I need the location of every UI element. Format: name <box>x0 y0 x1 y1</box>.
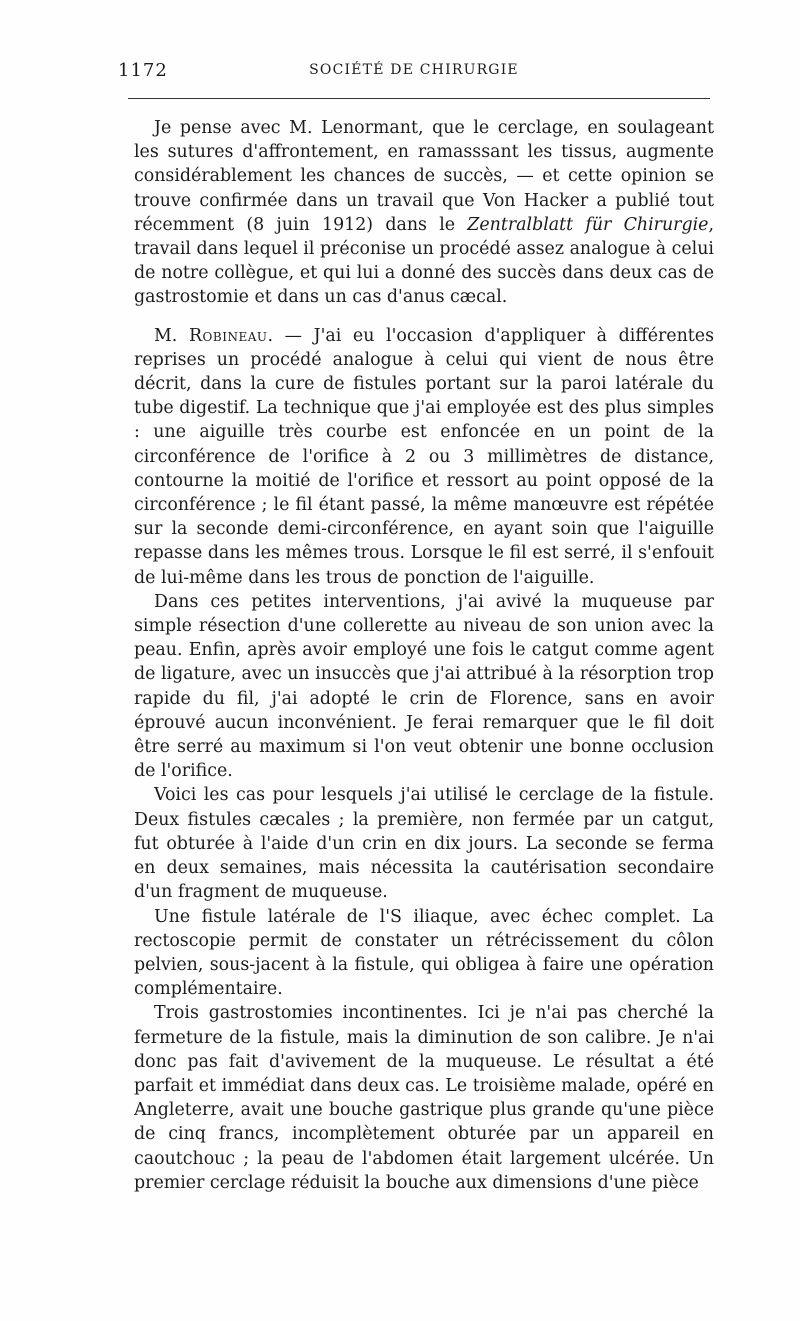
running-title: SOCIÉTÉ DE CHIRURGIE <box>309 62 519 78</box>
paragraph-2: M. Robineau. — J'ai eu l'occasion d'appliquer à différentes reprises un procédé analogue à celui qui vient de nous être décrit, dans la cure de fistules portant sur la paroi latérale du tube digestif. La technique que j'ai employée est des plus simples : une aiguille très courbe est enfoncée en un point de la circonférence de l'orifice à 2 ou 3 millimètres de distance, contourne la moitié de l'orifice et ressort au point opposé de la circonférence ; le fil étant passé, la même manœuvre est répétée sur la seconde demi-circonférence, en ayant soin que l'aiguille repasse dans les mêmes trous. Lorsque le fil est serré, il s'enfouit de lui-même dans les trous de ponction de l'aiguille. <box>134 325 714 588</box>
page-number: 1172 <box>118 60 168 81</box>
paragraph-3: Dans ces petites interventions, j'ai avivé la muqueuse par simple résection d'une collerette au niveau de son union avec la peau. Enfin, après avoir employé une fois le catgut comme agent de ligature, avec un insuccès que j'ai attribué à la résorption trop rapide du fil, j'ai adopté le crin de Florence, sans en avoir éprouvé aucun inconvénient. Je ferai remarquer que le fil doit être serré au maximum si l'on veut obtenir une bonne occlusion de l'orifice. <box>134 591 714 782</box>
body-text <box>134 116 714 1195</box>
page-header <box>118 54 710 90</box>
speaker-name: Robineau <box>188 325 268 346</box>
journal-title: Zentralblatt für Chirurgie <box>467 214 709 235</box>
paragraph-6: Trois gastrostomies incontinentes. Ici je n'ai pas cherché la fermeture de la fistule, mais la diminution de son calibre. Je n'ai donc pas fait d'avivement de la muqueuse. Le résultat a été parfait et immédiat dans deux cas. Le troisième malade, opéré en Angleterre, avait une bouche gastrique plus grande qu'une pièce de cinq francs, incomplètement obturée par un appareil en caoutchouc ; la peau de l'abdomen était largement ulcérée. Un premier cerclage réduisit la bouche aux dimensions d'une pièce <box>134 1003 714 1193</box>
paragraph-5: Une fistule latérale de l'S iliaque, avec échec complet. La rectoscopie permit de constater un rétrécissement du côlon pelvien, sous-jacent à la fistule, qui obligea à faire une opération complémentaire. <box>134 906 714 1000</box>
paragraph-1: Je pense avec M. Lenormant, que le cerclage, en soulageant les sutures d'affrontement, en ramasssant les tissus, augmente considérablement les chances de succès, — et cette opinion se trouve confirmée dans un travail que Von Hacker a publié tout récemment (8 juin 1912) dans le Zentralblatt für Chirurgie, travail dans lequel il préconise un procédé assez analogue à celui de notre collègue, et qui lui a donné des succès dans deux cas de gastrostomie et dans un cas d'anus cæcal. <box>134 118 714 308</box>
header-rule <box>128 98 710 99</box>
paragraph-4: Voici les cas pour lesquels j'ai utilisé le cerclage de la fistule. Deux fistules cæcales ; la première, non fermée par un catgut, fut obturée à l'aide d'un crin en dix jours. La seconde se ferma en deux semaines, mais nécessita la cautérisation secondaire d'un fragment de muqueuse. <box>134 785 714 903</box>
